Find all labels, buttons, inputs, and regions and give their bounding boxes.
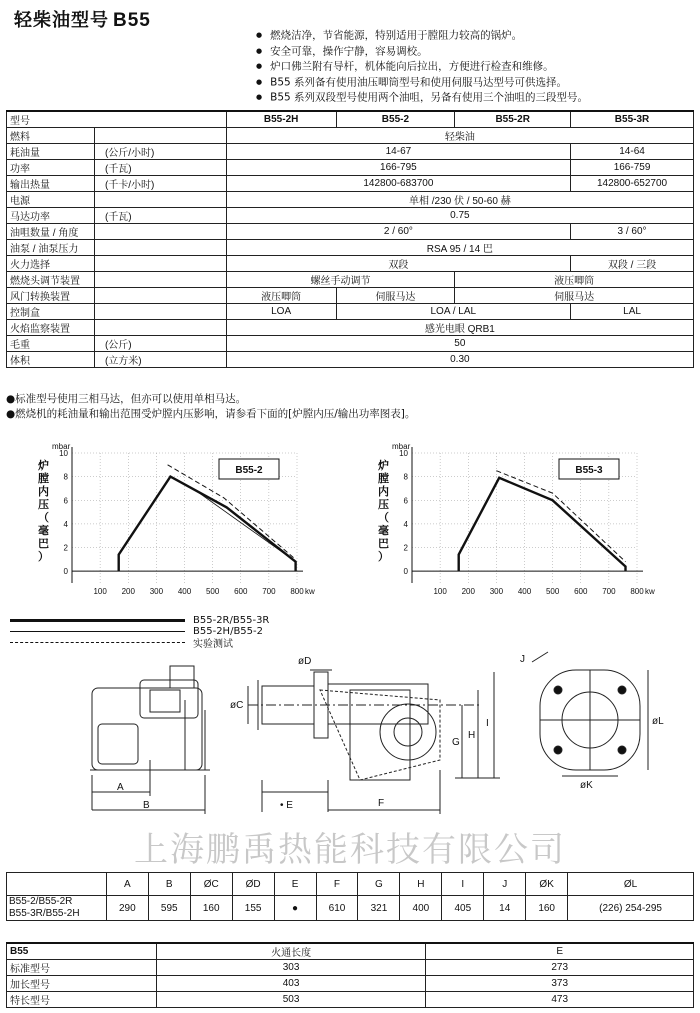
spec-row-unit — [94, 224, 226, 240]
spec-cell: 液压唧筒 — [455, 272, 694, 288]
y-tick-label: 10 — [59, 449, 68, 458]
spec-row-unit — [94, 320, 226, 336]
spec-row-label: 油咀数量 / 角度 — [7, 224, 95, 240]
flame-header-row: B55 火通长度 E — [7, 943, 694, 960]
dimension-header: ØL — [568, 873, 694, 896]
label-h: H — [468, 730, 476, 741]
spec-model-header: B55-3R — [571, 111, 694, 128]
dimension-header: I — [442, 873, 484, 896]
spec-row-unit: (千瓦) — [94, 160, 226, 176]
spec-row-label: 体积 — [7, 352, 95, 368]
dimension-header: F — [316, 873, 358, 896]
spec-cell: 单相 /230 伏 / 50-60 赫 — [226, 192, 693, 208]
y-axis-label-char: ） — [38, 551, 49, 563]
label-k: øK — [580, 780, 593, 791]
chart-title: B55-3 — [575, 465, 603, 476]
label-e: • E — [280, 800, 293, 811]
dimension-value: 160 — [190, 896, 232, 921]
y-axis-label-char: （ — [378, 512, 389, 524]
page-title — [14, 6, 151, 32]
dimension-header: ØC — [190, 873, 232, 896]
chart-b55-3 — [370, 435, 670, 609]
dimension-drawings — [0, 650, 700, 826]
spec-cell: 双段 — [226, 256, 570, 272]
spec-row-unit: (千卡/小时) — [94, 176, 226, 192]
spec-row-label: 功率 — [7, 160, 95, 176]
x-tick-label: 600 — [234, 587, 248, 596]
title-prefix: 轻柴油型号 — [14, 10, 109, 31]
dimension-header: H — [400, 873, 442, 896]
y-axis-label-char: 毫 — [378, 525, 389, 537]
y-tick-label: 6 — [403, 496, 408, 506]
spec-cell: 伺服马达 — [455, 288, 694, 304]
dimension-header: G — [358, 873, 400, 896]
dimension-value: 400 — [400, 896, 442, 921]
spec-cell: 2 / 60° — [226, 224, 570, 240]
y-axis-label-char: 内 — [38, 486, 49, 498]
spec-cell: 166-795 — [226, 160, 570, 176]
spec-row — [7, 272, 694, 288]
dimension-value: 321 — [358, 896, 400, 921]
spec-row-unit — [94, 192, 226, 208]
x-tick-label: 400 — [177, 587, 192, 596]
x-tick-label: 700 — [602, 587, 616, 596]
label-d: øD — [298, 656, 312, 667]
spec-row-label: 毛重 — [7, 336, 95, 352]
spec-row — [7, 352, 694, 368]
y-axis-label-char: 毫 — [38, 525, 49, 537]
spec-row-unit: (立方米) — [94, 352, 226, 368]
spec-cell: 0.30 — [226, 352, 693, 368]
flame-row: 特长型号 503 473 — [7, 992, 694, 1008]
spec-model-header: B55-2 — [336, 111, 455, 128]
y-tick-label: 4 — [403, 519, 408, 529]
x-tick-label: 800 — [290, 587, 304, 596]
spec-cell: 50 — [226, 336, 693, 352]
dimension-header: B — [148, 873, 190, 896]
spec-table — [6, 110, 694, 368]
label-j: J — [520, 654, 525, 665]
burner-drawing-svg — [0, 650, 700, 822]
y-axis-label-char: （ — [38, 512, 49, 524]
y-tick-label: 0 — [403, 567, 408, 577]
spec-cell: 感光电眼 QRB1 — [226, 320, 693, 336]
dimension-value: 610 — [316, 896, 358, 921]
x-tick-label: 100 — [433, 587, 447, 596]
spec-row — [7, 128, 694, 144]
spec-row-unit: (公斤) — [94, 336, 226, 352]
spec-row — [7, 144, 694, 160]
feature-item: ● B55 系列备有使用油压唧筒型号和使用伺服马达型号可供选择。 — [256, 75, 686, 91]
dimension-value: 405 — [442, 896, 484, 921]
spec-row-unit — [94, 240, 226, 256]
dim-g-h-i — [452, 672, 500, 778]
spec-row — [7, 176, 694, 192]
feature-item: ● 炉口佛兰附有导杆，机体能向后拉出，方便进行检查和维修。 — [256, 59, 686, 75]
x-tick-label: 500 — [205, 587, 220, 596]
dimension-header: J — [484, 873, 526, 896]
dimension-value: 160 — [526, 896, 568, 921]
spec-row-label: 火焰监察装置 — [7, 320, 95, 336]
dimension-header-row — [7, 873, 694, 896]
x-tick-label: 400 — [517, 587, 532, 596]
dimension-value: 290 — [106, 896, 148, 921]
x-tick-label: 300 — [489, 587, 504, 596]
spec-row-unit: (千瓦) — [94, 208, 226, 224]
spec-cell: 伺服马达 — [336, 288, 455, 304]
spec-header-row — [7, 111, 694, 128]
dimension-table — [6, 872, 694, 921]
y-axis-label-char: 巴 — [378, 538, 389, 550]
spec-row-unit — [94, 304, 226, 320]
y-tick-label: 4 — [63, 519, 68, 529]
spec-row — [7, 208, 694, 224]
label-i: I — [486, 718, 489, 729]
series-line — [170, 477, 295, 562]
spec-row-unit — [94, 288, 226, 304]
spec-row-unit — [94, 256, 226, 272]
y-axis-label-char: 巴 — [38, 538, 49, 550]
title-model: B55 — [113, 10, 151, 31]
spec-cell: 液压唧筒 — [226, 288, 336, 304]
y-tick-label: 2 — [403, 543, 408, 553]
dim-c-d-e-f — [230, 656, 440, 814]
spec-header-label: 型号 — [7, 111, 227, 128]
chart-b55-2 — [30, 435, 330, 609]
spec-row-label: 风门转换装置 — [7, 288, 95, 304]
spec-cell: 螺丝手动调节 — [226, 272, 455, 288]
dim-a-b — [92, 760, 205, 814]
spec-row — [7, 320, 694, 336]
y-unit-label: mbar — [52, 442, 71, 451]
y-tick-label: 10 — [399, 449, 408, 458]
spec-row — [7, 224, 694, 240]
spec-row-unit — [94, 128, 226, 144]
label-b: B — [143, 800, 150, 811]
y-tick-label: 0 — [63, 567, 68, 577]
spec-cell: LOA / LAL — [336, 304, 571, 320]
y-axis-label-char: ） — [378, 551, 389, 563]
label-c: øC — [230, 700, 244, 711]
spec-cell: 0.75 — [226, 208, 693, 224]
x-tick-label: 200 — [121, 587, 135, 596]
y-axis-label-char: 压 — [38, 499, 49, 511]
spec-cell: 双段 / 三段 — [571, 256, 694, 272]
note: ●燃烧机的耗油量和输出范围受炉膛内压影响，请参看下面的[炉膛内压/输出功率图表]。 — [6, 408, 416, 420]
spec-cell: 轻柴油 — [226, 128, 693, 144]
spec-row-label: 火力选择 — [7, 256, 95, 272]
spec-cell: RSA 95 / 14 巴 — [226, 240, 693, 256]
spec-row-unit: (公斤/小时) — [94, 144, 226, 160]
x-tick-label: 600 — [574, 587, 588, 596]
x-tick-label: 200 — [461, 587, 475, 596]
feature-item: ● 安全可靠，操作宁静，容易调校。 — [256, 44, 686, 60]
spec-row — [7, 160, 694, 176]
spec-row — [7, 336, 694, 352]
spec-cell: 3 / 60° — [571, 224, 694, 240]
feature-list — [256, 28, 686, 106]
spec-cell: 166-759 — [571, 160, 694, 176]
y-unit-label: mbar — [392, 442, 411, 451]
y-axis-label-char: 炉 — [378, 460, 389, 472]
y-axis-label-char: 炉 — [38, 460, 49, 472]
burner-section-view — [248, 672, 480, 780]
label-a: A — [117, 782, 124, 793]
label-f: F — [378, 798, 385, 809]
dimension-header: E — [274, 873, 316, 896]
label-l: øL — [652, 716, 664, 727]
y-tick-label: 8 — [63, 472, 68, 482]
spec-row-label: 输出热量 — [7, 176, 95, 192]
dimension-value: 14 — [484, 896, 526, 921]
spec-model-header: B55-2R — [455, 111, 571, 128]
spec-row-label: 燃烧头调节装置 — [7, 272, 95, 288]
spec-row-label: 油泵 / 油泵压力 — [7, 240, 95, 256]
x-tick-label: 100 — [93, 587, 107, 596]
spec-cell: 142800-683700 — [226, 176, 570, 192]
spec-row-label: 马达功率 — [7, 208, 95, 224]
spec-cell: 14-64 — [571, 144, 694, 160]
dimension-value: 155 — [232, 896, 274, 921]
y-axis-label-char: 内 — [378, 486, 389, 498]
y-tick-label: 2 — [63, 543, 68, 553]
note: ●标准型号使用三相马达，但亦可以使用单相马达。 — [6, 393, 247, 405]
feature-item: ● 燃烧洁净，节省能源，特别适用于膛阻力较高的锅炉。 — [256, 28, 686, 44]
flame-row: 标准型号 303 273 — [7, 960, 694, 976]
dimension-value: (226) 254-295 — [568, 896, 694, 921]
y-axis-label-char: 膛 — [378, 473, 389, 485]
spec-row-label: 燃料 — [7, 128, 95, 144]
dimension-value-row — [7, 896, 694, 921]
feature-item: ● B55 系列双段型号使用两个油咀，另备有使用三个油咀的三段型号。 — [256, 90, 686, 106]
dimension-value: 595 — [148, 896, 190, 921]
spec-row-label: 耗油量 — [7, 144, 95, 160]
y-axis-label-char: 膛 — [38, 473, 49, 485]
spec-model-header: B55-2H — [226, 111, 336, 128]
legend-item: 实验测试 — [10, 637, 269, 648]
spec-cell: 14-67 — [226, 144, 570, 160]
x-unit-label: kw — [305, 587, 315, 596]
spec-row — [7, 304, 694, 320]
notes — [6, 392, 415, 422]
flame-tube-table — [6, 942, 694, 1008]
spec-row — [7, 240, 694, 256]
label-g: G — [452, 737, 460, 748]
spec-row-unit — [94, 272, 226, 288]
flame-row: 加长型号 403 373 — [7, 976, 694, 992]
dimension-value: ● — [274, 896, 316, 921]
spec-cell: LAL — [571, 304, 694, 320]
legend-item: B55-2R/B55-3R — [10, 615, 269, 626]
chart-b55-2-svg — [30, 435, 330, 605]
spec-cell: LOA — [226, 304, 336, 320]
dimension-header: A — [106, 873, 148, 896]
spec-row-label: 控制盒 — [7, 304, 95, 320]
chart-b55-3-svg — [370, 435, 670, 605]
x-tick-label: 500 — [545, 587, 560, 596]
burner-side-view — [90, 666, 210, 770]
legend-item: B55-2H/B55-2 — [10, 626, 269, 637]
series-line — [459, 478, 626, 571]
x-tick-label: 300 — [149, 587, 164, 596]
y-tick-label: 6 — [63, 496, 68, 506]
dimension-models: B55-2/B55-2R B55-3R/B55-2H — [7, 896, 107, 921]
dimension-header — [7, 873, 107, 896]
spec-row — [7, 256, 694, 272]
dimension-header: ØD — [232, 873, 274, 896]
x-tick-label: 800 — [630, 587, 644, 596]
x-unit-label: kw — [645, 587, 655, 596]
chart-legend — [10, 615, 269, 648]
spec-row — [7, 192, 694, 208]
y-axis-label-char: 压 — [378, 499, 389, 511]
dimension-header: ØK — [526, 873, 568, 896]
flange-view — [520, 652, 664, 791]
x-tick-label: 700 — [262, 587, 276, 596]
company-watermark: 上海鹏禹热能科技有限公司 — [134, 830, 566, 870]
y-tick-label: 8 — [403, 472, 408, 482]
spec-row-label: 电源 — [7, 192, 95, 208]
chart-title: B55-2 — [235, 465, 263, 476]
spec-row — [7, 288, 694, 304]
spec-cell: 142800-652700 — [571, 176, 694, 192]
